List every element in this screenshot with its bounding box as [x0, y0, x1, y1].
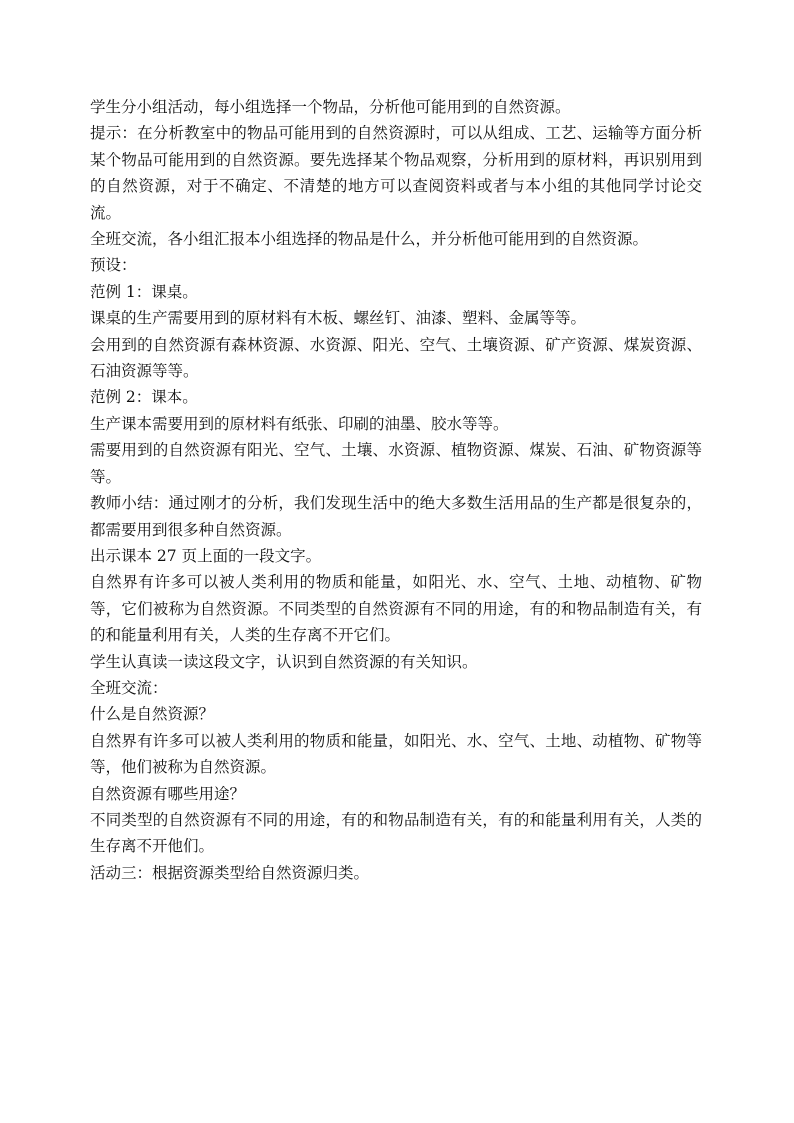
paragraph-class-exchange-heading: 全班交流：: [90, 678, 168, 697]
paragraph-group-activity: 学生分小组活动，每小组选择一个物品，分析他可能用到的自然资源。: [90, 98, 571, 116]
paragraph-preset-heading: 预设：: [90, 256, 137, 275]
paragraph-textbook-quote: 自然界有许多可以被人类利用的物质和能量，如阳光、水、空气、土地、动植物、矿物等，它们被称为自然资源。不同类型的自然资源有不同的用途，有的和物品制造有关，有的和能量利用有关，人类的生存离不开它们。: [90, 573, 702, 645]
paragraph-activity-3: 活动三：根据资源类型给自然资源归类。: [90, 863, 370, 882]
document-body: [90, 94, 702, 886]
paragraph-question-uses: 自然资源有哪些用途？: [90, 784, 246, 803]
paragraph-hint: 提示：在分析教室中的物品可能用到的自然资源时，可以从组成、工艺、运输等方面分析某个物品可能用到的自然资源。要先选择某个物品观察，分析用到的原材料，再识别用到的自然资源，对于不确定、不清楚的地方可以查阅资料或者与本小组的其他同学讨论交流。: [90, 124, 702, 222]
paragraph-book-materials: 生产课本需要用到的原材料有纸张、印刷的油墨、胶水等等。: [90, 414, 509, 433]
paragraph-teacher-summary: 教师小结：通过刚才的分析，我们发现生活中的绝大多数生活用品的生产都是很复杂的，都需要用到很多种自然资源。: [90, 494, 702, 539]
paragraph-class-exchange: 全班交流，各小组汇报本小组选择的物品是什么，并分析他可能用到的自然资源。: [90, 230, 649, 249]
paragraph-desk-resources: 会用到的自然资源有森林资源、水资源、阳光、空气、土壤资源、矿产资源、煤炭资源、石油资源等等。: [90, 335, 702, 381]
paragraph-book-resources: 需要用到的自然资源有阳光、空气、土壤、水资源、植物资源、煤炭、石油、矿物资源等等。: [90, 441, 702, 486]
paragraph-answer-what: 自然界有许多可以被人类利用的物质和能量，如阳光、水、空气、土地、动植物、矿物等等，他们被称为自然资源。: [90, 731, 702, 777]
paragraph-desk-materials: 课桌的生产需要用到的原材料有木板、螺丝钉、油漆、塑料、金属等等。: [90, 309, 587, 328]
paragraph-answer-uses: 不同类型的自然资源有不同的用途，有的和物品制造有关，有的和能量利用有关，人类的生存离不开他们。: [90, 810, 702, 856]
paragraph-example-1-title: 范例 1：课桌。: [90, 282, 198, 301]
paragraph-show-textbook: 出示课本 27 页上面的一段文字。: [90, 546, 322, 565]
paragraph-question-what: 什么是自然资源？: [90, 705, 215, 724]
paragraph-example-2-title: 范例 2：课本。: [90, 388, 198, 407]
paragraph-student-reading: 学生认真读一读这段文字，认识到自然资源的有关知识。: [90, 652, 478, 671]
